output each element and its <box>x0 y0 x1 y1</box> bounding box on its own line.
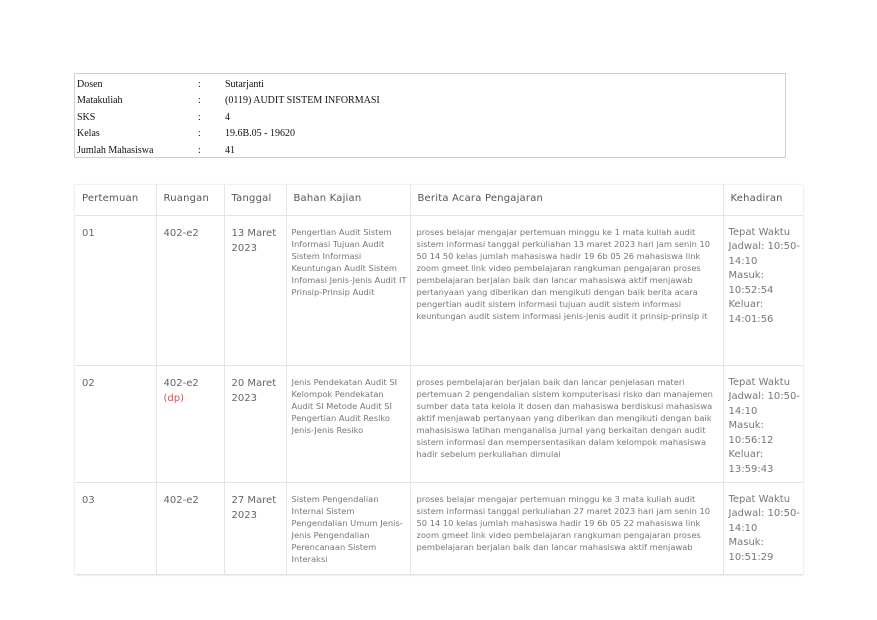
tanggal-cell: 13 Maret 2023 <box>224 215 286 365</box>
table-row <box>75 482 803 574</box>
info-label: Kelas <box>77 128 100 139</box>
kehadiran-keluar: Keluar: 14:01:56 <box>728 299 774 325</box>
pertemuan-cell: 02 <box>75 365 156 482</box>
header-ruangan: Ruangan <box>156 185 224 215</box>
kehadiran-masuk: Masuk: 10:51:29 <box>728 537 774 563</box>
info-label: Matakuliah <box>77 95 123 106</box>
berita-acara-cell: proses belajar mengajar pertemuan minggu ke 3 mata kuliah audit sistem informasi tanggal perkuliahan 27 maret 2023 hari jam senin 10 50 14 10 kelas jumlah mahasiswa hadir 19 6b 05 22 mahasiswa link zoom gmeet link video pembelajaran rangkuman pengajaran proses pembelajaran berjalan baik dan lancar mahasiswa aktif menjawab <box>410 482 723 574</box>
kehadiran-jadwal: Jadwal: 10:50-14:10 <box>728 508 800 534</box>
ruangan-cell <box>156 482 224 574</box>
berita-acara-cell: proses pembelajaran berjalan baik dan lancar penjelasan materi pertemuan 2 pengendalian sistem komputerisasi risko dan manajemen sumber data tata kelola it dosen dan mahasiswa berdiskusi mahasiswa aktif menjawab pertanyaan yang diberikan dan mengikuti dengan baik mahasisiswa latihan menganalisa jurnal yang berkaitan dengan audit sistem informasi dan mempersentasikan dalam kelompok mahasiswa hadir sebelum perkuliahan dimulai <box>410 365 723 482</box>
ruangan-text: 402-e2 <box>163 227 199 239</box>
ruangan-cell <box>156 215 224 365</box>
course-info-box <box>74 73 786 158</box>
kehadiran-status: Tepat Waktu <box>728 226 791 238</box>
info-colon: : <box>198 128 201 139</box>
kehadiran-masuk: Masuk: 10:56:12 <box>728 420 774 446</box>
bahan-kajian-cell: Pengertian Audit Sistem Informasi Tujuan Audit Sistem Informasi Keuntungan Audit Sistem Infomasi Jenis-Jenis Audit IT Prinsip-Prinsip Audit <box>286 215 410 365</box>
tanggal-cell: 27 Maret 2023 <box>224 482 286 574</box>
info-value: 4 <box>225 112 230 123</box>
ruangan-text: 402-e2 <box>163 377 199 389</box>
pertemuan-cell: 01 <box>75 215 156 365</box>
ruangan-text: 402-e2 <box>163 494 199 506</box>
dp-tag: (dp) <box>163 392 184 404</box>
tanggal-cell: 20 Maret 2023 <box>224 365 286 482</box>
info-label: Jumlah Mahasiswa <box>77 145 154 156</box>
info-value: (0119) AUDIT SISTEM INFORMASI <box>225 95 380 106</box>
attendance-table <box>75 185 803 575</box>
header-berita-acara: Berita Acara Pengajaran <box>410 185 723 215</box>
info-value: 41 <box>225 145 235 156</box>
table-header-row <box>75 185 803 215</box>
kehadiran-cell <box>723 215 803 365</box>
kehadiran-status: Tepat Waktu <box>728 376 791 388</box>
info-label: SKS <box>77 112 96 123</box>
kehadiran-keluar: Keluar: 13:59:43 <box>728 449 774 475</box>
kehadiran-masuk: Masuk: 10:52:54 <box>728 270 774 296</box>
info-label: Dosen <box>77 79 103 90</box>
header-bahan-kajian: Bahan Kajian <box>286 185 410 215</box>
kehadiran-jadwal: Jadwal: 10:50-14:10 <box>728 391 800 417</box>
info-value: 19.6B.05 - 19620 <box>225 128 295 139</box>
kehadiran-cell <box>723 482 803 574</box>
kehadiran-status: Tepat Waktu <box>728 493 791 505</box>
table-row <box>75 365 803 482</box>
info-colon: : <box>198 112 201 123</box>
pertemuan-cell: 03 <box>75 482 156 574</box>
header-kehadiran: Kehadiran <box>723 185 803 215</box>
info-colon: : <box>198 145 201 156</box>
bahan-kajian-cell: Sistem Pengendalian Internal Sistem Pengendalian Umum Jenis-Jenis Pengendalian Perencanaan Sistem Interaksi <box>286 482 410 574</box>
header-pertemuan: Pertemuan <box>75 185 156 215</box>
info-colon: : <box>198 79 201 90</box>
ruangan-cell <box>156 365 224 482</box>
bahan-kajian-cell: Jenis Pendekatan Audit SI Kelompok Pendekatan Audit SI Metode Audit SI Pengertian Audit Resiko Jenis-Jenis Resiko <box>286 365 410 482</box>
kehadiran-jadwal: Jadwal: 10:50-14:10 <box>728 241 800 267</box>
info-value: Sutarjanti <box>225 79 264 90</box>
kehadiran-cell <box>723 365 803 482</box>
table-row <box>75 215 803 365</box>
berita-acara-cell: proses belajar mengajar pertemuan minggu ke 1 mata kuliah audit sistem informasi tanggal perkuliahan 13 maret 2023 hari jam senin 10 50 14 50 kelas jumlah mahasiswa hadir 19 6b 05 26 mahasiswa link zoom gmeet link video pembelajaran rangkuman pengajaran proses pembelajaran berjalan baik dan lancar mahasiswa aktif menjawab pertanyaan yang diberikan dan mengikuti dengan baik berita acara pengertian audit sistem informasi tujuan audit sistem informasi keuntungan audit sistem informasi jenis-jenis audit it prinsip-prinsip it <box>410 215 723 365</box>
header-tanggal: Tanggal <box>224 185 286 215</box>
info-colon: : <box>198 95 201 106</box>
